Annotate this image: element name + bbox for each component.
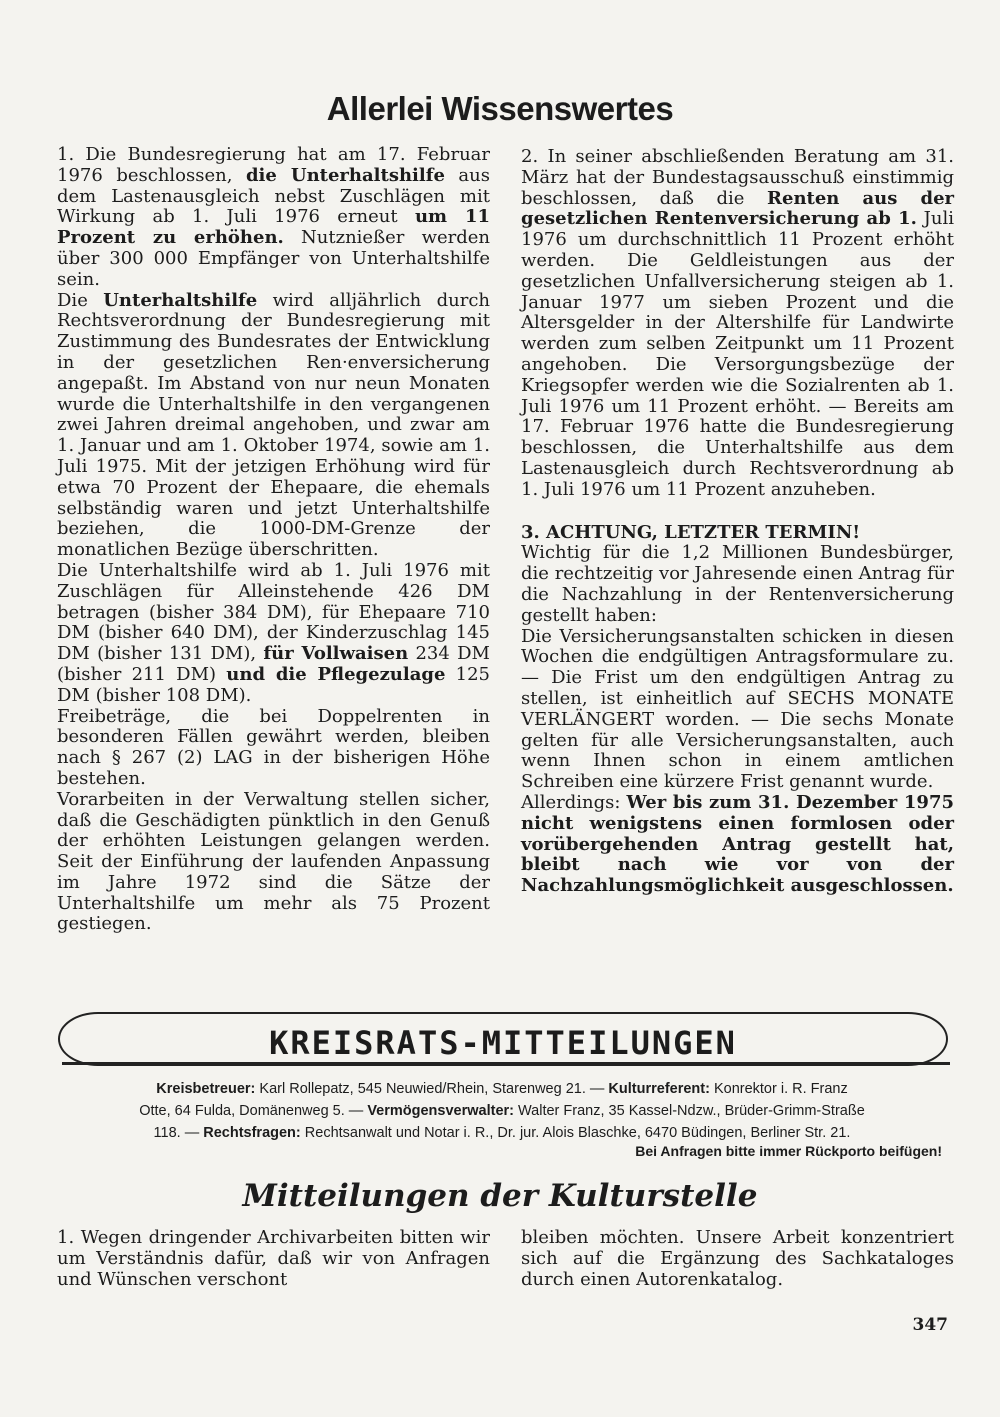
paragraph-6: 2. In seiner abschließenden Beratung am 31. März hat der Bundestagsausschuß einstimmig beschlossen, daß die Renten aus der gesetzlichen Rentenversicherung ab 1. Juli 1976 um durchschnittlich 11 Prozent erhöht werden. Die Geldleistungen aus der gesetzlichen Unfallversicherung steigen ab 1. Januar 1977 um sieben Prozent und die Altersgelder in der Altershilfe für Landwirte werden zum selben Zeitpunkt um 11 Prozent angehoben. Die Versorgungsbezüge der Kriegsopfer werden wie die Sozialrenten ab 1. Juli 1976 um 11 Prozent erhöht. — Bereits am 17. Februar 1976 hatte die Bundesregierung beschlossen, die Unterhaltshilfe aus dem Lastenausgleich durch Rechtsverordnung ab 1. Juli 1976 um 11 Prozent anzuheben.: [521, 146, 955, 500]
return-postage-notice: Bei Anfragen bitte immer Rückporto beifügen!: [635, 1143, 942, 1159]
paragraph-9: Allerdings: Wer bis zum 31. Dezember 1975 nicht wenigstens einen formlosen oder vorübergehenden Antrag gestellt hat, bleibt nach wie vor von der Nachzahlungsmöglichkeit ausgeschlossen.: [521, 791, 954, 897]
banner-title: KREISRATS-MITTEILUNGEN: [269, 1024, 737, 1062]
kulturstelle-column-left: [57, 1228, 490, 1290]
paragraph-1: 1. Die Bundesregierung hat am 17. Februar 1976 beschlossen, die Unterhaltshilfe aus dem Lastenausgleich nebst Zuschlägen mit Wirkung ab 1. Juli 1976 erneut um 11 Prozent zu erhöhen. Nutznießer werden über 300 000 Empfänger von Unterhaltshilfe sein.: [57, 144, 490, 290]
paragraph-5: Vorarbeiten in der Verwaltung stellen sicher, daß die Geschädigten pünktlich in den Genuß der erhöhten Leistungen gelangen werden. Seit der Einführung der laufenden Anpassung im Jahre 1972 sind die Sätze der Unterhaltshilfe um mehr als 75 Prozent gestiegen.: [57, 788, 490, 935]
kulturstelle-paragraph-right: bleiben möchten. Unsere Arbeit konzentriert sich auf die Ergänzung des Sachkataloges durch einen Autorenkatalog.: [521, 1227, 954, 1290]
contacts-line-3: 118. — Rechtsfragen: Rechtsanwalt und Notar i. R., Dr. jur. Alois Blaschke, 6470 Büdingen, Berliner Str. 21.: [153, 1125, 851, 1141]
article-column-right: [521, 147, 954, 897]
page-title: Allerlei Wissenswertes: [326, 90, 674, 127]
article-column-left: [57, 145, 490, 935]
paragraph-7: Wichtig für die 1,2 Millionen Bundesbürger, die rechtzeitig vor Jahresende einen Antrag für die Nachzahlung in der Rentenversicherung gestellt haben:: [521, 542, 954, 626]
paragraph-3: Die Unterhaltshilfe wird ab 1. Juli 1976 mit Zuschlägen für Alleinstehende 426 DM betragen (bisher 384 DM), für Ehepaare 710 DM (bisher 640 DM), der Kinderzuschlag 145 DM (bisher 131 DM), für Vollwaisen 234 DM (bisher 211 DM) und die Pflegezulage 125 DM (bisher 108 DM).: [57, 559, 490, 706]
paragraph-2: Die Unterhaltshilfe wird alljährlich durch Rechtsverordnung der Bundesregierung mit Zustimmung des Bundesrates der Entwicklung in der gesetzlichen Ren·enversicherung angepaßt. Im Abstand von nur neun Monaten wurde die Unterhaltshilfe in den vergangenen zwei Jahren dreimal angehoben, und zwar am 1. Januar und am 1. Oktober 1974, sowie am 1. Juli 1975. Mit der jetzigen Erhöhung wird für etwa 70 Prozent der Ehepaare, die ehemals selbständig waren und jetzt Unterhaltshilfe beziehen, die 1000-DM-Grenze der monatlichen Bezüge überschritten.: [57, 289, 490, 561]
kulturstelle-column-right: [521, 1228, 954, 1290]
kreisrats-banner: [58, 1012, 948, 1066]
page-number: 347: [912, 1315, 948, 1335]
paragraph-8: Die Versicherungsanstalten schicken in diesen Wochen die endgültigen Antragsformulare zu. — Die Frist um den endgültigen Antrag zu stellen, ist einheitlich auf SECHS MONATE VERLÄNGERT worden. — Die sechs Monate gelten für alle Versicherungsanstalten, auch wenn Ihnen schon in einem amtlichen Schreiben eine kürzere Frist genannt wurde.: [521, 625, 954, 793]
contacts-block: [62, 1078, 942, 1144]
banner-underline: [62, 1062, 950, 1065]
kulturstelle-title: Mitteilungen der Kulturstelle: [242, 1178, 758, 1214]
contacts-line-2: Otte, 64 Fulda, Domänenweg 5. — Vermögensverwalter: Walter Franz, 35 Kassel-Ndzw., Brüder-Grimm-Straße: [139, 1103, 865, 1119]
kulturstelle-paragraph-left: 1. Wegen dringender Archivarbeiten bitten wir um Verständnis dafür, daß wir von Anfragen und Wünschen verschont: [57, 1227, 490, 1290]
paragraph-4: Freibeträge, die bei Doppelrenten in besonderen Fällen gewährt werden, bleiben nach § 267 (2) LAG in der bisherigen Höhe bestehen.: [57, 705, 490, 789]
section-heading-3: 3. ACHTUNG, LETZTER TERMIN!: [521, 521, 861, 543]
contacts-line-1: Kreisbetreuer: Karl Rollepatz, 545 Neuwied/Rhein, Starenweg 21. — Kulturreferent: Konrektor i. R. Franz: [156, 1081, 848, 1097]
